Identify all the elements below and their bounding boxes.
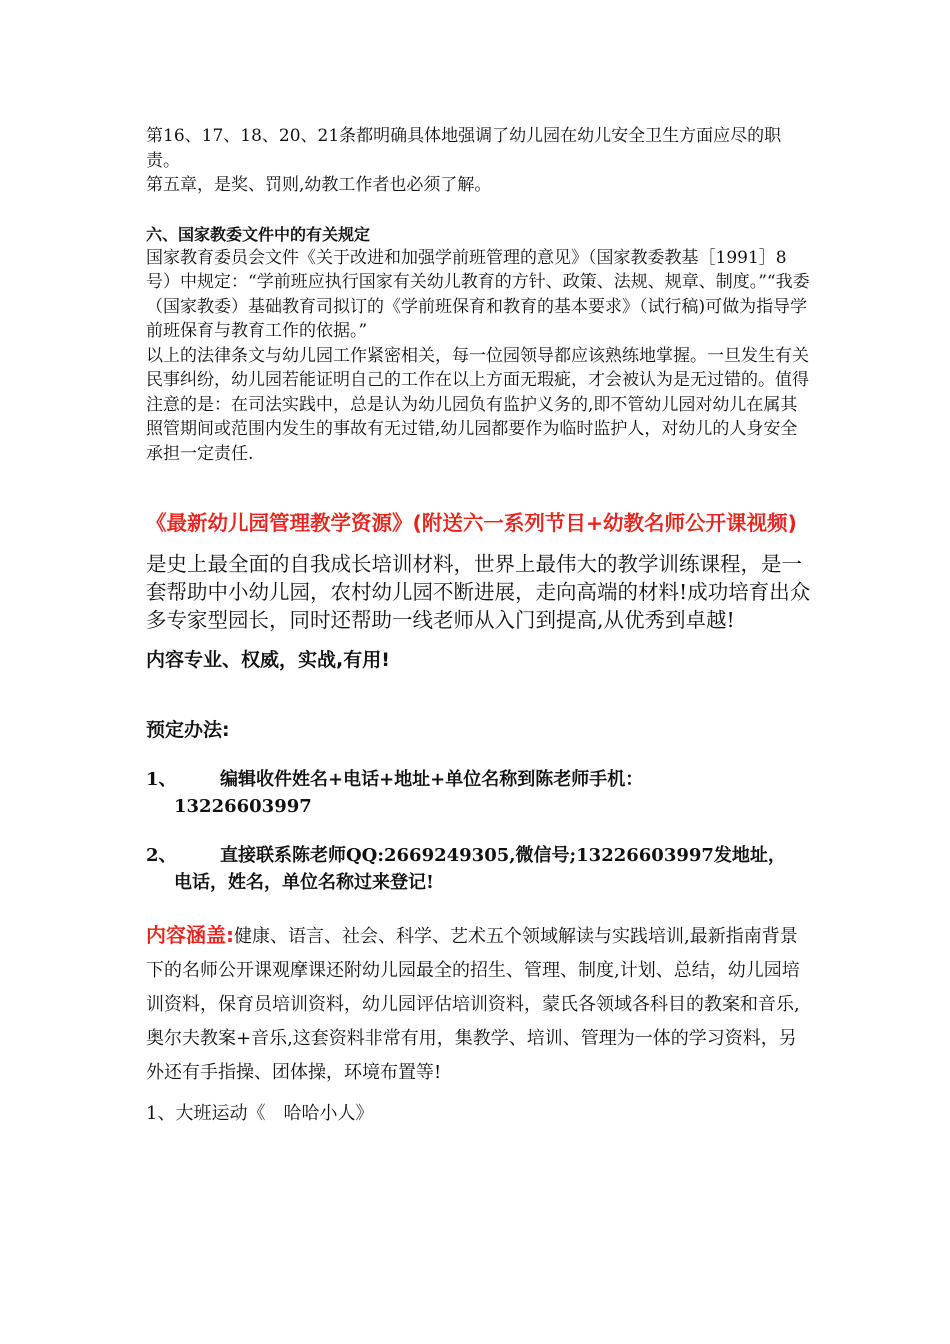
section5-line2: 第五章，是奖、罚则,幼教工作者也必须了解。: [146, 175, 492, 195]
coverage-text: 健康、语言、社会、科学、艺术五个领域解读与实践培训,最新指南背景下的名师公开课观摩课还附幼儿园最全的招生、管理、制度,计划、总结，幼儿园培训资料，保育员培训资料，幼儿园评估培训资料，蒙氏各领域各科目的教案和音乐,奥尔夫教案+音乐,这套资料非常有用，集教学、培训、管理为一体的学习资料，另外还有手指操、团体操，环境布置等!: [146, 926, 800, 1083]
list-item: 1、大班运动《 哈哈小人》: [146, 1103, 374, 1124]
step-text: 编辑收件姓名+电话+地址+单位名称到陈老师手机：: [220, 769, 644, 790]
step-phone: 13226603997: [174, 796, 312, 817]
section6-para2: 以上的法律条文与幼儿园工作紧密相关，每一位园领导都应该熟练地掌握。一旦发生有关民事纠纷，幼儿园若能证明自己的工作在以上方面无瑕疵，才会被认为是无过错的。值得注意的是：在司法实践中，总是认为幼儿园负有监护义务的,即不管幼儿园对幼儿在属其照管期间或范围内发生的事故有无过错,幼儿园都要作为临时监护人，对幼儿的人身安全承担一定责任.: [146, 345, 809, 464]
step-number: 1、: [146, 769, 177, 790]
order-step-2: [146, 842, 812, 896]
promo-body: 是史上最全面的自我成长培训材料，世界上最伟大的教学训练课程，是一套帮助中小幼儿园，农村幼儿园不断进展，走向高端的材料!成功培育出众多专家型园长，同时还帮助一线老师从入门到提高,从优秀到卓越!: [146, 552, 811, 632]
section6-para1: 国家教育委员会文件《关于改进和加强学前班管理的意见》（国家教委教基［1991］8 号）中规定：“学前班应执行国家有关幼儿教育的方针、政策、法规、规章、制度。”“我委（国家教委）基础教育司拟订的《学前班保育和教育的基本要求》（试行稿)可做为指导学前班保育与教育工作的依据。”: [146, 247, 810, 341]
step-text: 直接联系陈老师QQ:2669249305,微信号;13226603997发地址，: [220, 845, 786, 866]
step-number: 2、: [146, 845, 177, 866]
order-step-1: [146, 766, 812, 820]
document-page: [146, 124, 812, 1128]
coverage-paragraph: [146, 918, 812, 1090]
section5-line1: 第16、17、18、20、21条都明确具体地强调了幼儿园在幼儿安全卫生方面应尽的职责。: [146, 126, 782, 171]
coverage-label: 内容涵盖:: [146, 923, 234, 947]
order-title: 预定办法:: [146, 719, 230, 741]
step-continuation: 电话，姓名，单位名称过来登记!: [174, 872, 434, 893]
section6-heading: 六、国家教委文件中的有关规定: [146, 224, 371, 244]
promo-tagline: 内容专业、权威，实战,有用!: [146, 649, 390, 671]
promo-title: 《最新幼儿园管理教学资源》(附送六一系列节目+幼教名师公开课视频): [146, 511, 797, 535]
